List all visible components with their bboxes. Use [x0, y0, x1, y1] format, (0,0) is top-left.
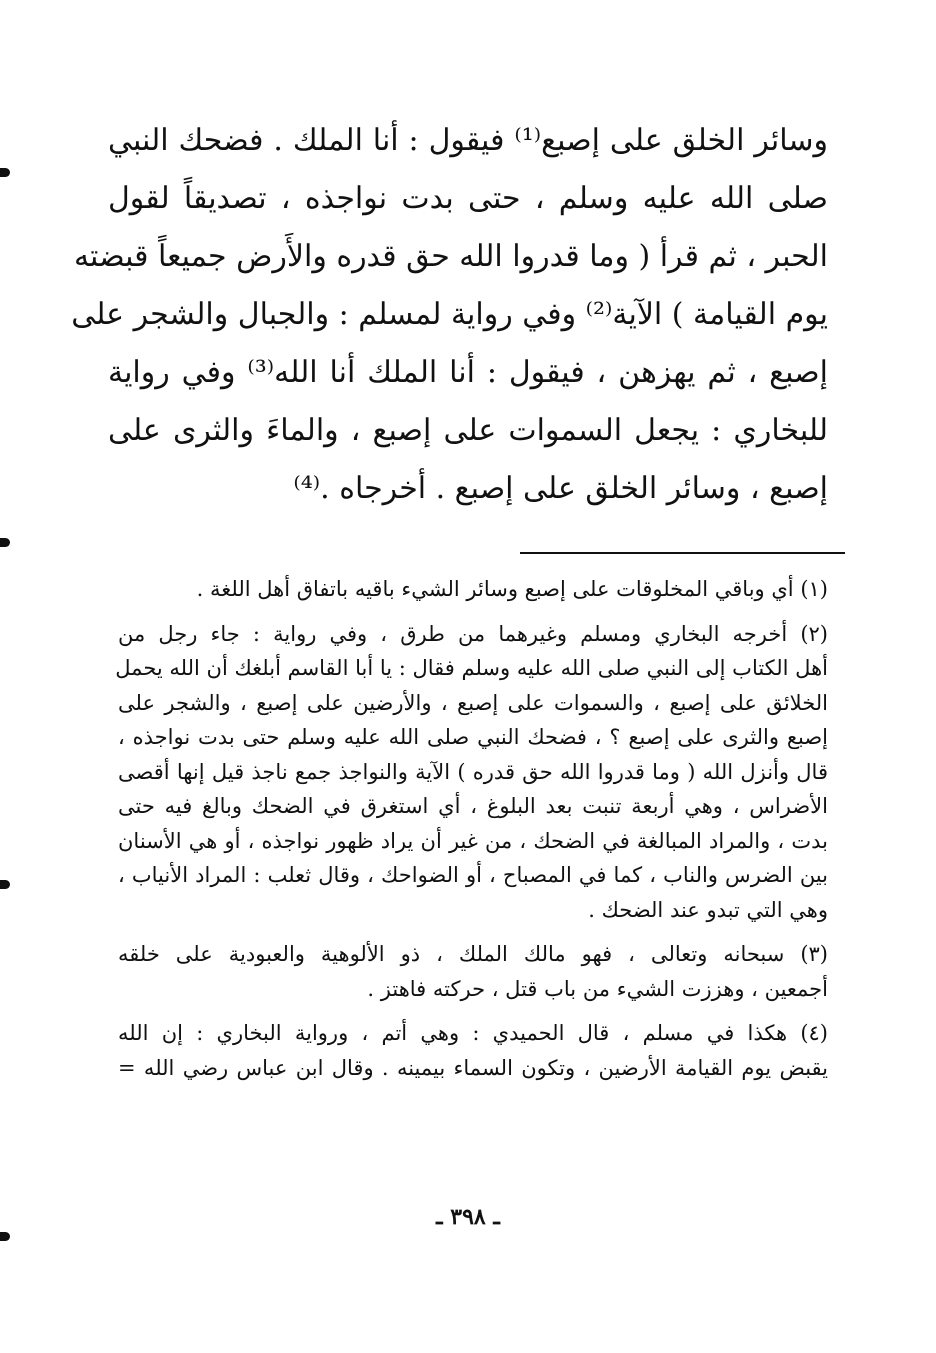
footnote-line: بين الضرس والناب ، كما في المصباح ، أو الضواحك ، وقال ثعلب : المراد الأنياب ، — [118, 863, 828, 887]
footnote-line: أجمعين ، وهززت الشيء من باب قتل ، حركته فاهتز . — [367, 976, 828, 1001]
footnote-line: يقبض يوم القيامة الأرضين ، وتكون السماء بيمينه . وقال ابن عباس رضي الله = — [118, 1055, 828, 1080]
footnote-1 — [118, 572, 828, 607]
footnote-line: إصبع والثرى على إصبع ؟ ، فضحك النبي صلى الله عليه وسلم حتى بدت نواجذه ، — [118, 725, 828, 749]
footnote-3 — [118, 937, 828, 1006]
footnote-line: وهي التي تبدو عند الضحك . — [588, 897, 828, 922]
main-text-block — [71, 112, 828, 518]
main-text-line: إصبع ، وسائر الخلق على إصبع . أخرجاه .⁽⁴⁾ — [293, 471, 828, 506]
main-text-line: صلى الله عليه وسلم ، حتى بدت نواجذه ، تصديقاً لقول — [108, 181, 828, 216]
margin-mark — [0, 1232, 10, 1241]
footnote-separator — [520, 552, 845, 554]
margin-mark — [0, 880, 10, 889]
footnote-2 — [115, 617, 828, 928]
main-text-line: إصبع ، ثم يهزهن ، فيقول : أنا الملك أنا الله⁽³⁾ وفي رواية — [108, 355, 828, 390]
footnote-line: (٣) سبحانه وتعالى ، فهو مالك الملك ، ذو الألوهية والعبودية على خلقه — [118, 942, 828, 966]
footnote-line: أهل الكتاب إلى النبي صلى الله عليه وسلم فقال : يا أبا القاسم أبلغك أن الله يحمل — [115, 656, 828, 680]
footnote-line: (٢) أخرجه البخاري ومسلم وغيرهما من طرق ، وفي رواية : جاء رجل من — [118, 621, 828, 646]
footnote-line: (٤) هكذا في مسلم ، قال الحميدي : وهي أتم ، ورواية البخاري : إن الله — [118, 1021, 828, 1045]
main-text-line: الحبر ، ثم قرأ ( وما قدروا الله حق قدره والأَرض جميعاً قبضته — [73, 239, 828, 274]
footnotes-block — [115, 572, 828, 1095]
main-text-line: يوم القيامة ) الآية⁽²⁾ وفي رواية لمسلم : والجبال والشجر على — [71, 297, 828, 332]
footnote-line: (١) أي وباقي المخلوقات على إصبع وسائر الشيء باقيه باتفاق أهل اللغة . — [196, 577, 828, 601]
footnote-line: قال وأنزل الله ( وما قدروا الله حق قدره ) الآية والنواجذ جمع ناجذ قيل إنها أقصى — [118, 759, 828, 784]
page-number: ـ ٣٩٨ ـ — [436, 1204, 500, 1230]
footnote-4 — [118, 1016, 828, 1085]
margin-mark — [0, 168, 10, 177]
main-text-line: للبخاري : يجعل السموات على إصبع ، والماءَ والثرى على — [108, 413, 828, 448]
main-text-line: وسائر الخلق على إصبع⁽¹⁾ فيقول : أنا الملك . فضحك النبي — [108, 123, 828, 158]
footnote-line: بدت ، والمراد المبالغة في الضحك ، من غير أن يراد ظهور نواجذه ، أو هي الأسنان — [118, 828, 828, 853]
footnote-line: الأضراس ، وهي أربعة تنبت بعد البلوغ ، أي استغرق في الضحك وبالغ فيه حتى — [118, 794, 828, 818]
margin-mark — [0, 538, 10, 547]
footnote-line: الخلائق على إصبع ، والسموات على إصبع ، والأرضين على إصبع ، والشجر على — [118, 690, 828, 715]
